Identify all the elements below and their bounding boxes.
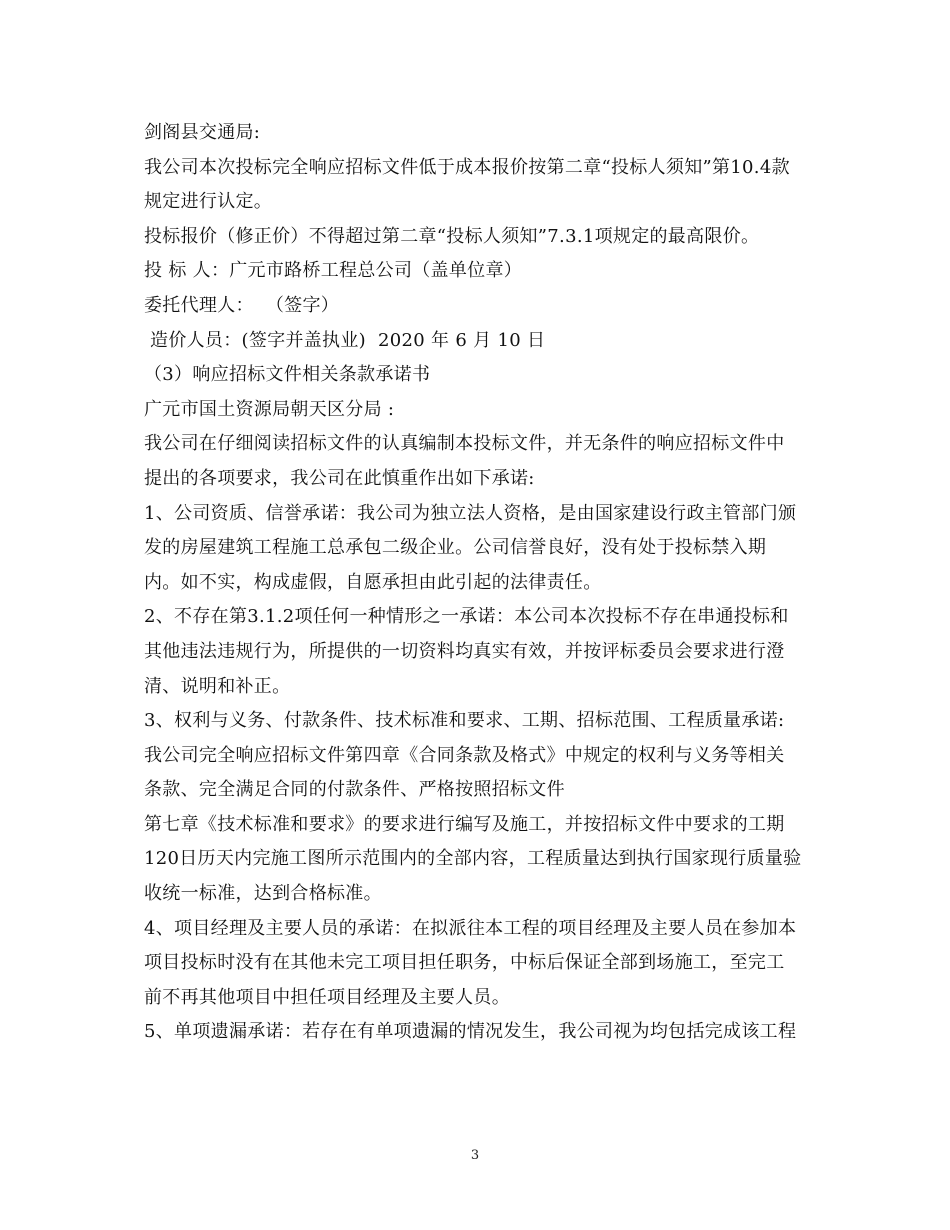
text-line: 投标报价（修正价）不得超过第二章“投标人须知”7.3.1项规定的最高限价。: [144, 225, 760, 247]
text-line: 委托代理人： （签字）: [144, 294, 340, 316]
text-line: 第七章《技术标准和要求》的要求进行编写及施工，并按招标文件中要求的工期: [144, 813, 785, 835]
text-line: 规定进行认定。: [144, 191, 273, 213]
text-line: 我公司完全响应招标文件第四章《合同条款及格式》中规定的权利与义务等相关: [144, 744, 785, 766]
text-line: 5、单项遗漏承诺：若存在有单项遗漏的情况发生，我公司视为均包括完成该工程: [144, 1021, 797, 1043]
text-line: （3）响应招标文件相关条款承诺书: [144, 364, 431, 386]
text-line: 4、项目经理及主要人员的承诺：在拟派往本工程的项目经理及主要人员在参加本: [144, 917, 797, 939]
text-line: 前不再其他项目中担任项目经理及主要人员。: [144, 986, 510, 1008]
text-line: 我公司在仔细阅读招标文件的认真编制本投标文件，并无条件的响应招标文件中: [144, 433, 785, 455]
page-number: 3: [470, 1148, 480, 1163]
text-line: 1、公司资质、信誉承诺：我公司为独立法人资格，是由国家建设行政主管部门颁: [144, 502, 797, 524]
text-line: 项目投标时没有在其他未完工项目担任职务，中标后保证全部到场施工，至完工: [144, 952, 785, 974]
text-line: 3、权利与义务、付款条件、技术标准和要求、工期、招标范围、工程质量承诺:: [144, 710, 785, 732]
text-line: 投 标 人：广元市路桥工程总公司（盖单位章）: [144, 260, 523, 282]
text-line: 120日历天内完施工图所示范围内的全部内容，工程质量达到执行国家现行质量验: [144, 848, 802, 870]
text-line: 其他违法违规行为，所提供的一切资料均真实有效，并按评标委员会要求进行澄: [144, 640, 785, 662]
text-line: 发的房屋建筑工程施工总承包二级企业。公司信誉良好，没有处于投标禁入期: [144, 537, 767, 559]
text-line: 提出的各项要求，我公司在此慎重作出如下承诺:: [144, 467, 535, 489]
text-line: 造价人员：(签字并盖执业) 2020 年 6 月 10 日: [144, 329, 546, 351]
text-line: 收统一标准，达到合格标准。: [144, 883, 382, 905]
text-line: 清、说明和补正。: [144, 675, 291, 697]
document-body: [144, 116, 824, 1050]
text-line: 我公司本次投标完全响应招标文件低于成本报价按第二章“投标人须知”第10.4款: [144, 156, 790, 178]
text-line: 广元市国土资源局朝天区分局 :: [144, 398, 395, 420]
text-line: 2、不存在第3.1.2项任何一种情形之一承诺：本公司本次投标不存在串通投标和: [144, 606, 789, 628]
text-line: 剑阁县交通局:: [144, 122, 261, 143]
text-line: 内。如不实，构成虚假，自愿承担由此引起的法律责任。: [144, 571, 602, 593]
text-line: 条款、完全满足合同的付款条件、严格按照招标文件: [144, 779, 565, 801]
